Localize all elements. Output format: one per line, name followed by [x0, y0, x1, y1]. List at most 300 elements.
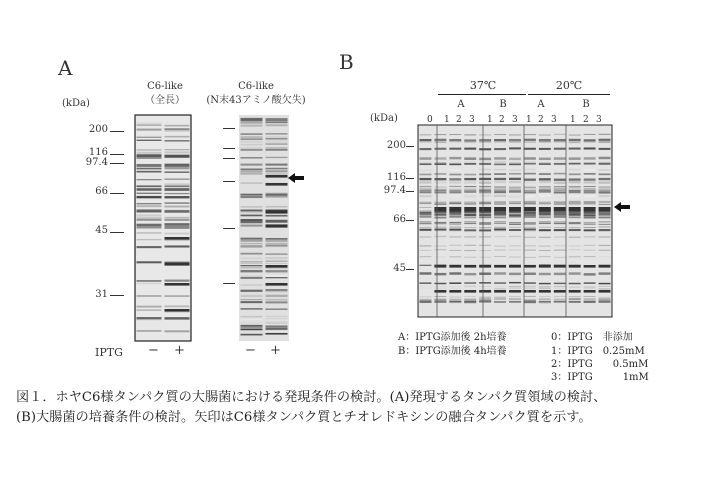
lane-20a-1: 1	[526, 115, 532, 125]
gel-band	[569, 223, 581, 224]
gel-band	[569, 191, 581, 193]
gel-band-strong	[539, 265, 551, 268]
gel-band	[569, 178, 581, 180]
arrow-b-icon	[614, 202, 630, 212]
gel-band	[137, 317, 162, 318]
gel-band	[494, 173, 506, 175]
gel-band	[420, 188, 432, 190]
gel-band-strong	[266, 175, 288, 178]
gel-band	[584, 186, 596, 187]
gel-band	[165, 136, 190, 137]
gel-band	[509, 178, 521, 180]
gel-band	[599, 298, 611, 300]
gel-band	[524, 141, 536, 143]
lane-37b-3: 3	[512, 115, 518, 125]
gel-band-strong	[524, 290, 536, 293]
gel-band	[434, 288, 446, 289]
gel-band	[241, 319, 263, 320]
gel-band	[584, 163, 596, 165]
gel-band	[241, 257, 263, 259]
gel-band	[479, 134, 491, 135]
gel-band	[165, 196, 190, 198]
gel-band	[479, 236, 491, 237]
gel-band	[524, 181, 536, 183]
gel-band	[494, 250, 506, 251]
gel-band	[137, 140, 162, 141]
gel-band	[464, 245, 476, 246]
gel-band	[479, 216, 491, 218]
gel-band	[554, 250, 566, 251]
gel-band	[266, 270, 288, 272]
iptg-minus-2: −	[245, 343, 256, 358]
gel-band	[509, 282, 521, 283]
gel-band	[241, 245, 263, 247]
legend-b-a: A：IPTG添加後 2h培養	[398, 332, 507, 343]
gel-band	[420, 287, 432, 288]
gel-band	[241, 171, 263, 172]
legend-b-0: 0：IPTG 非添加	[551, 332, 633, 343]
gel-band	[464, 223, 476, 224]
gel-band	[539, 237, 551, 238]
gel-band	[584, 250, 596, 251]
panel-a-unit: (kDa)	[62, 98, 90, 109]
gel-band	[165, 135, 190, 136]
gel-band	[539, 246, 551, 247]
gel-band	[266, 124, 288, 126]
figure-caption-line2: (B)大腸菌の培養条件の検討。矢印はC6様タンパク質とチオレドキシンの融合タンパク質を示す。	[16, 410, 592, 425]
gel-band	[494, 214, 506, 216]
gel-band	[241, 290, 263, 292]
gel-band	[584, 178, 596, 180]
gel-band	[554, 229, 566, 231]
gel-a2-tick-3	[223, 158, 235, 159]
gel-band	[266, 245, 288, 247]
gel-band	[464, 302, 476, 303]
gel-band	[494, 186, 506, 187]
gel-band	[449, 195, 461, 197]
gel-band-strong	[434, 290, 446, 293]
gel-band	[509, 224, 521, 225]
gel-band	[494, 286, 506, 287]
gel-band	[449, 299, 461, 301]
gel-band	[449, 216, 461, 218]
gel-band	[241, 322, 263, 324]
gel-band	[554, 195, 566, 197]
legend-b-b: B：IPTG添加後 4h培養	[398, 346, 507, 357]
gel-band	[165, 226, 190, 228]
gel-band	[539, 298, 551, 300]
gel-band	[165, 171, 190, 172]
gel-band	[464, 214, 476, 216]
gel-band	[509, 201, 521, 203]
gel-band	[165, 305, 190, 307]
gel-band	[584, 282, 596, 283]
gel-band	[554, 302, 566, 303]
gel-band	[584, 203, 596, 204]
temp-20-bar	[528, 94, 610, 95]
gel-band	[569, 245, 581, 246]
gel-band	[165, 151, 190, 153]
gel-band	[420, 236, 432, 237]
marker-a-45: 45	[95, 225, 108, 236]
gel-band	[539, 162, 551, 163]
gel-band	[241, 211, 263, 213]
gel-band	[449, 222, 461, 223]
gel-band	[569, 227, 581, 228]
gel-band	[599, 231, 611, 232]
gel-band	[464, 287, 476, 288]
gel-band	[599, 163, 611, 165]
gel-band	[599, 181, 611, 183]
group-37-b: B	[499, 99, 507, 110]
gel-band	[479, 282, 491, 283]
gel-band	[599, 236, 611, 237]
gel-band	[464, 134, 476, 135]
gel-band	[599, 162, 611, 163]
gel-band	[524, 157, 536, 159]
gel-band	[464, 299, 476, 301]
gel-band	[584, 139, 596, 141]
gel-band-strong	[554, 265, 566, 268]
gel-band-strong	[479, 265, 491, 268]
gel-band	[420, 256, 432, 257]
gel-band	[449, 256, 461, 257]
gel-band	[434, 236, 446, 237]
gel-band	[509, 134, 521, 135]
gel-band	[599, 201, 611, 203]
gel-band	[434, 257, 446, 258]
gel-band	[509, 296, 521, 297]
gel-band	[479, 195, 491, 197]
gel-band	[241, 137, 263, 138]
gel-band	[569, 186, 581, 187]
gel-band	[584, 236, 596, 237]
gel-band	[420, 203, 432, 204]
gel-band	[509, 162, 521, 163]
gel-band-strong	[524, 265, 536, 268]
gel-band	[241, 276, 263, 278]
gel-band	[509, 214, 521, 216]
gel-band	[584, 147, 596, 149]
gel-band	[420, 181, 432, 183]
gel-band	[137, 155, 162, 157]
gel-band	[420, 162, 432, 163]
gel-band	[137, 124, 162, 126]
gel-band	[509, 236, 521, 237]
gel-band-strong	[449, 290, 461, 293]
marker-b-116-tick	[406, 178, 414, 179]
gel-band	[569, 162, 581, 163]
gel-band	[524, 245, 536, 246]
gel-band	[266, 193, 288, 194]
gel-band	[584, 222, 596, 223]
gel-band	[449, 297, 461, 298]
gel-band	[509, 249, 521, 250]
gel-band-strong	[584, 209, 596, 212]
gel-band	[554, 134, 566, 135]
gel-band	[464, 169, 476, 171]
gel-band	[479, 173, 491, 175]
gel-band	[554, 187, 566, 189]
gel-band	[479, 163, 491, 165]
gel-band	[266, 331, 288, 332]
gel-band	[524, 188, 536, 190]
gel-band	[449, 250, 461, 251]
lane-0: 0	[427, 115, 433, 125]
gel-band	[524, 139, 536, 141]
gel-band	[479, 227, 491, 228]
gel-band	[599, 178, 611, 180]
gel-band	[479, 301, 491, 302]
gel-band	[434, 157, 446, 159]
gel-a2-tick-6	[223, 283, 235, 284]
gel-band	[137, 185, 162, 187]
gel-band	[524, 296, 536, 297]
gel-band	[266, 326, 288, 328]
gel-band	[266, 136, 288, 137]
lane-20b-2: 2	[583, 115, 589, 125]
gel-band	[479, 186, 491, 187]
gel-band	[539, 173, 551, 175]
gel-band	[420, 265, 432, 266]
gel-band	[241, 325, 263, 326]
gel-band-strong	[524, 209, 536, 212]
gel-band	[266, 139, 288, 140]
gel-band	[494, 223, 506, 224]
gel-band	[241, 157, 263, 158]
gel-band	[137, 330, 162, 332]
gel-band	[584, 224, 596, 225]
gel-band	[137, 210, 162, 212]
gel-band	[137, 136, 162, 137]
gel-band	[539, 139, 551, 141]
gel-band-strong	[165, 263, 190, 266]
gel-band	[420, 207, 432, 208]
gel-band	[434, 191, 446, 193]
gel-band	[449, 229, 461, 231]
gel-band	[479, 273, 491, 275]
gel-band	[434, 227, 446, 228]
gel-band	[420, 286, 432, 287]
figure-caption-line1: 図１．ホヤC6様タンパク質の大腸菌における発現条件の検討。(A)発現するタンパク質領域の検討、	[16, 390, 607, 405]
gel-band-strong	[569, 265, 581, 268]
gel-a-truncated	[239, 115, 289, 341]
gel-band	[584, 301, 596, 302]
gel-band	[241, 147, 263, 149]
gel-band	[420, 296, 432, 297]
gel-band	[599, 250, 611, 251]
gel-band	[420, 186, 432, 187]
gel-band	[241, 308, 263, 309]
gel-band	[524, 230, 536, 231]
gel-band	[137, 214, 162, 216]
gel-band	[449, 174, 461, 176]
gel-band	[554, 201, 566, 203]
gel-band	[420, 245, 432, 246]
gel-band	[434, 229, 446, 231]
gel-band	[241, 299, 263, 300]
gel-band	[599, 195, 611, 197]
gel-band	[449, 186, 461, 187]
gel-band	[479, 178, 491, 180]
gel-band	[524, 257, 536, 258]
gel-band	[494, 204, 506, 205]
group-20-b: B	[582, 99, 590, 110]
gel-band	[434, 283, 446, 284]
gel-band-strong	[434, 209, 446, 212]
gel-a2-tick-4	[223, 181, 235, 182]
gel-band	[599, 148, 611, 150]
marker-b-200: 200	[386, 140, 406, 151]
gel-band	[266, 275, 288, 277]
gel-band	[241, 326, 263, 328]
gel-band-strong	[266, 265, 288, 268]
gel-band	[599, 214, 611, 216]
gel-band	[266, 143, 288, 145]
gel-band	[137, 193, 162, 194]
gel-band	[524, 250, 536, 251]
gel-band	[524, 228, 536, 230]
gel-band	[509, 163, 521, 165]
gel-band	[464, 148, 476, 150]
gel-band	[266, 318, 288, 319]
marker-a-97-tick	[110, 163, 124, 164]
gel-band-strong	[449, 265, 461, 268]
gel-band	[420, 301, 432, 302]
gel-band	[464, 273, 476, 275]
gel-band-strong	[449, 209, 461, 212]
gel-band	[554, 214, 566, 216]
lane-group2-title-line2: (N末43アミノ酸欠失)	[206, 95, 306, 106]
lane-37a-2: 2	[456, 115, 462, 125]
gel-band	[449, 231, 461, 232]
gel-band	[479, 158, 491, 160]
gel-band	[479, 245, 491, 246]
gel-band	[599, 187, 611, 189]
gel-band	[599, 221, 611, 222]
gel-band	[509, 298, 521, 300]
gel-band	[165, 203, 190, 204]
gel-band	[266, 257, 288, 259]
gel-band	[479, 286, 491, 287]
gel-band	[479, 189, 491, 191]
gel-band	[420, 229, 432, 231]
lane-37a-1: 1	[444, 115, 450, 125]
gel-band	[494, 187, 506, 189]
gel-band	[539, 216, 551, 218]
gel-band	[599, 217, 611, 219]
gel-band	[266, 308, 288, 309]
gel-band	[509, 187, 521, 188]
gel-band	[165, 190, 190, 191]
gel-band	[464, 257, 476, 258]
gel-band	[569, 139, 581, 141]
gel-band	[449, 163, 461, 165]
gel-band-strong	[599, 265, 611, 268]
gel-band	[554, 182, 566, 184]
gel-band-strong	[494, 265, 506, 268]
gel-band	[479, 187, 491, 189]
gel-band	[266, 300, 288, 301]
gel-band	[420, 250, 432, 251]
gel-band	[494, 201, 506, 203]
gel-band	[266, 157, 288, 158]
gel-band	[569, 283, 581, 284]
gel-band	[266, 168, 288, 170]
gel-band	[494, 236, 506, 237]
gel-band	[464, 187, 476, 189]
gel-band	[584, 256, 596, 257]
gel-band	[266, 289, 288, 291]
gel-band	[479, 182, 491, 184]
gel-band-strong	[539, 290, 551, 293]
gel-band	[266, 149, 288, 151]
gel-band	[266, 141, 288, 143]
lane-20a-3: 3	[551, 115, 557, 125]
gel-band-strong	[165, 283, 190, 286]
gel-band	[241, 123, 263, 124]
gel-band	[539, 163, 551, 165]
gel-band	[434, 187, 446, 189]
gel-band	[464, 217, 476, 219]
gel-band	[434, 134, 446, 135]
gel-band-strong	[584, 290, 596, 293]
gel-band	[420, 174, 432, 176]
gel-band-strong	[464, 209, 476, 212]
marker-b-66-tick	[406, 220, 414, 221]
gel-band	[539, 229, 551, 231]
gel-band	[584, 273, 596, 275]
gel-band	[165, 280, 190, 282]
gel-band	[420, 227, 432, 228]
gel-band	[241, 141, 263, 143]
gel-band	[464, 301, 476, 302]
gel-band	[539, 288, 551, 289]
gel-band	[599, 227, 611, 228]
gel-band	[554, 191, 566, 193]
gel-band	[479, 297, 491, 298]
gel-band	[266, 174, 288, 175]
gel-band	[584, 302, 596, 303]
gel-band	[137, 239, 162, 240]
gel-band	[599, 169, 611, 171]
gel-band	[524, 216, 536, 218]
gel-a2-tick-2	[223, 148, 235, 149]
gel-band	[420, 272, 432, 274]
gel-band	[241, 221, 263, 224]
gel-band	[449, 282, 461, 283]
gel-band	[464, 296, 476, 297]
gel-band	[524, 223, 536, 224]
gel-band	[554, 283, 566, 284]
group-37-a: A	[457, 99, 465, 110]
gel-band	[241, 210, 263, 212]
gel-band	[165, 225, 190, 226]
gel-band	[266, 133, 288, 134]
gel-band	[266, 195, 288, 197]
gel-band	[539, 194, 551, 196]
gel-band	[420, 141, 432, 143]
gel-band	[554, 157, 566, 159]
gel-band	[464, 282, 476, 283]
gel-band	[569, 203, 581, 204]
gel-band	[137, 261, 162, 263]
marker-b-116: 116	[386, 172, 406, 183]
lane-group2-title-line1: C6-like	[238, 81, 274, 92]
gel-band	[137, 183, 162, 185]
gel-band	[494, 228, 506, 230]
gel-band	[266, 172, 288, 173]
